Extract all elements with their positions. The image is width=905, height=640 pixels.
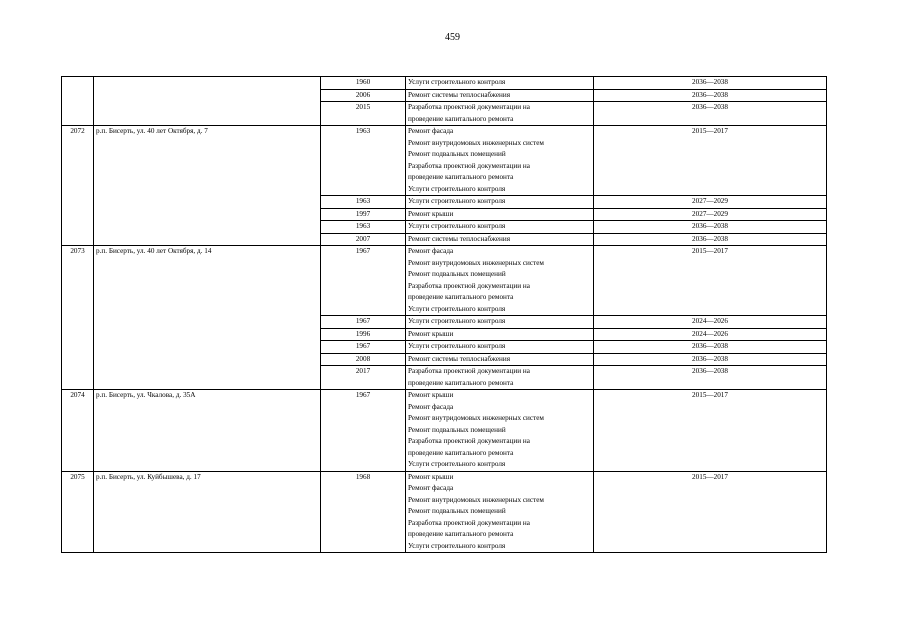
work-type-cell bbox=[406, 316, 594, 329]
building-number bbox=[62, 77, 94, 126]
work-type-line: Ремонт фасада bbox=[408, 402, 454, 411]
building-address: р.п. Бисерть, ул. Куйбышева, д. 17 bbox=[94, 471, 321, 553]
work-type-cell bbox=[406, 77, 594, 90]
work-type-cell bbox=[406, 341, 594, 354]
period-cell: 2015—2017 bbox=[594, 471, 827, 553]
period-cell: 2024—2026 bbox=[594, 316, 827, 329]
work-type-line: Услуги строительного контроля bbox=[408, 317, 506, 325]
year-cell: 1963 bbox=[321, 221, 406, 234]
work-type-cell bbox=[406, 102, 594, 126]
year-cell: 1963 bbox=[321, 196, 406, 209]
period-cell: 2015—2017 bbox=[594, 390, 827, 472]
period-cell: 2036—2038 bbox=[594, 341, 827, 354]
work-type-line: Ремонт системы теплоснабжения bbox=[408, 90, 511, 99]
work-type-line: Разработка проектной документации на bbox=[408, 281, 530, 290]
table-row bbox=[62, 126, 827, 196]
building-address bbox=[94, 77, 321, 126]
period-cell: 2027—2029 bbox=[594, 208, 827, 221]
year-cell: 1967 bbox=[321, 341, 406, 354]
year-cell: 2007 bbox=[321, 233, 406, 246]
year-cell: 2017 bbox=[321, 366, 406, 390]
period-cell: 2036—2038 bbox=[594, 353, 827, 366]
repair-schedule-table bbox=[61, 76, 827, 553]
work-type-line: Услуги строительного контроля bbox=[408, 222, 506, 230]
period-cell: 2036—2038 bbox=[594, 102, 827, 126]
work-type-line: Ремонт подвальных помещений bbox=[408, 425, 506, 434]
work-type-line: проведение капитального ремонта bbox=[408, 378, 514, 387]
year-cell: 2006 bbox=[321, 89, 406, 102]
year-cell: 1967 bbox=[321, 316, 406, 329]
work-type-line: Услуги строительного контроля bbox=[408, 304, 506, 313]
work-type-line: Ремонт крыши bbox=[408, 209, 454, 218]
table-row bbox=[62, 246, 827, 316]
period-cell: 2036—2038 bbox=[594, 233, 827, 246]
period-cell: 2036—2038 bbox=[594, 89, 827, 102]
building-number: 2073 bbox=[62, 246, 94, 390]
work-type-cell bbox=[406, 366, 594, 390]
work-type-line: Услуги строительного контроля bbox=[408, 342, 506, 350]
work-type-cell bbox=[406, 390, 594, 472]
building-address: р.п. Бисерть, ул. Чкалова, д. 35А bbox=[94, 390, 321, 472]
work-type-line: Ремонт крыши bbox=[408, 472, 454, 481]
period-cell: 2027—2029 bbox=[594, 196, 827, 209]
year-cell: 1997 bbox=[321, 208, 406, 221]
work-type-cell bbox=[406, 246, 594, 316]
work-type-line: Ремонт фасада bbox=[408, 484, 454, 492]
work-type-cell bbox=[406, 208, 594, 221]
period-cell: 2015—2017 bbox=[594, 246, 827, 316]
work-type-line: проведение капитального ремонта bbox=[408, 293, 514, 301]
work-type-cell bbox=[406, 471, 594, 553]
work-type-line: Ремонт крыши bbox=[408, 391, 454, 399]
period-cell: 2036—2038 bbox=[594, 77, 827, 90]
page-number: 459 bbox=[445, 32, 460, 43]
period-cell: 2036—2038 bbox=[594, 221, 827, 234]
work-type-cell bbox=[406, 328, 594, 341]
work-type-line: Разработка проектной документации на bbox=[408, 437, 530, 445]
work-type-line: Ремонт фасада bbox=[408, 247, 454, 255]
work-type-line: Услуги строительного контроля bbox=[408, 460, 506, 468]
year-cell: 1967 bbox=[321, 390, 406, 472]
work-type-line: Разработка проектной документации на bbox=[408, 518, 530, 527]
year-cell: 1963 bbox=[321, 126, 406, 196]
work-type-line: проведение капитального ремонта bbox=[408, 448, 514, 457]
work-type-line: Разработка проектной документации на bbox=[408, 367, 530, 375]
work-type-line: Ремонт подвальных помещений bbox=[408, 150, 506, 158]
work-type-line: Ремонт фасада bbox=[408, 127, 454, 135]
work-type-line: проведение капитального ремонта bbox=[408, 530, 514, 538]
year-cell: 1967 bbox=[321, 246, 406, 316]
work-type-line: Разработка проектной документации на bbox=[408, 103, 530, 111]
building-address: р.п. Бисерть, ул. 40 лет Октября, д. 14 bbox=[94, 246, 321, 390]
work-type-line: Ремонт внутридомовых инженерных систем bbox=[408, 258, 544, 267]
year-cell: 2015 bbox=[321, 102, 406, 126]
work-type-line: Услуги строительного контроля bbox=[408, 197, 506, 205]
work-type-line: проведение капитального ремонта bbox=[408, 114, 514, 123]
work-type-line: Ремонт подвальных помещений bbox=[408, 507, 506, 515]
table-row bbox=[62, 471, 827, 553]
building-number: 2075 bbox=[62, 471, 94, 553]
work-type-line: Ремонт внутридомовых инженерных систем bbox=[408, 414, 544, 422]
work-type-line: Ремонт системы теплоснабжения bbox=[408, 354, 511, 363]
table-row bbox=[62, 390, 827, 472]
work-type-line: проведение капитального ремонта bbox=[408, 173, 514, 181]
year-cell: 1960 bbox=[321, 77, 406, 90]
work-type-cell bbox=[406, 196, 594, 209]
period-cell: 2024—2026 bbox=[594, 328, 827, 341]
work-type-line: Услуги строительного контроля bbox=[408, 78, 506, 86]
year-cell: 2008 bbox=[321, 353, 406, 366]
period-cell: 2036—2038 bbox=[594, 366, 827, 390]
work-type-cell bbox=[406, 126, 594, 196]
work-type-cell bbox=[406, 89, 594, 102]
table-body bbox=[62, 77, 827, 553]
work-type-line: Ремонт крыши bbox=[408, 329, 454, 338]
work-type-line: Ремонт подвальных помещений bbox=[408, 270, 506, 278]
work-type-line: Ремонт системы теплоснабжения bbox=[408, 234, 511, 243]
building-address: р.п. Бисерть, ул. 40 лет Октября, д. 7 bbox=[94, 126, 321, 246]
work-type-cell bbox=[406, 353, 594, 366]
work-type-cell bbox=[406, 221, 594, 234]
work-type-line: Услуги строительного контроля bbox=[408, 541, 506, 550]
work-type-line: Ремонт внутридомовых инженерных систем bbox=[408, 138, 544, 147]
year-cell: 1996 bbox=[321, 328, 406, 341]
work-type-line: Разработка проектной документации на bbox=[408, 161, 530, 170]
work-type-line: Услуги строительного контроля bbox=[408, 184, 506, 193]
building-number: 2074 bbox=[62, 390, 94, 472]
building-number: 2072 bbox=[62, 126, 94, 246]
period-cell: 2015—2017 bbox=[594, 126, 827, 196]
work-type-cell bbox=[406, 233, 594, 246]
year-cell: 1968 bbox=[321, 471, 406, 553]
table-row bbox=[62, 77, 827, 90]
work-type-line: Ремонт внутридомовых инженерных систем bbox=[408, 495, 544, 504]
